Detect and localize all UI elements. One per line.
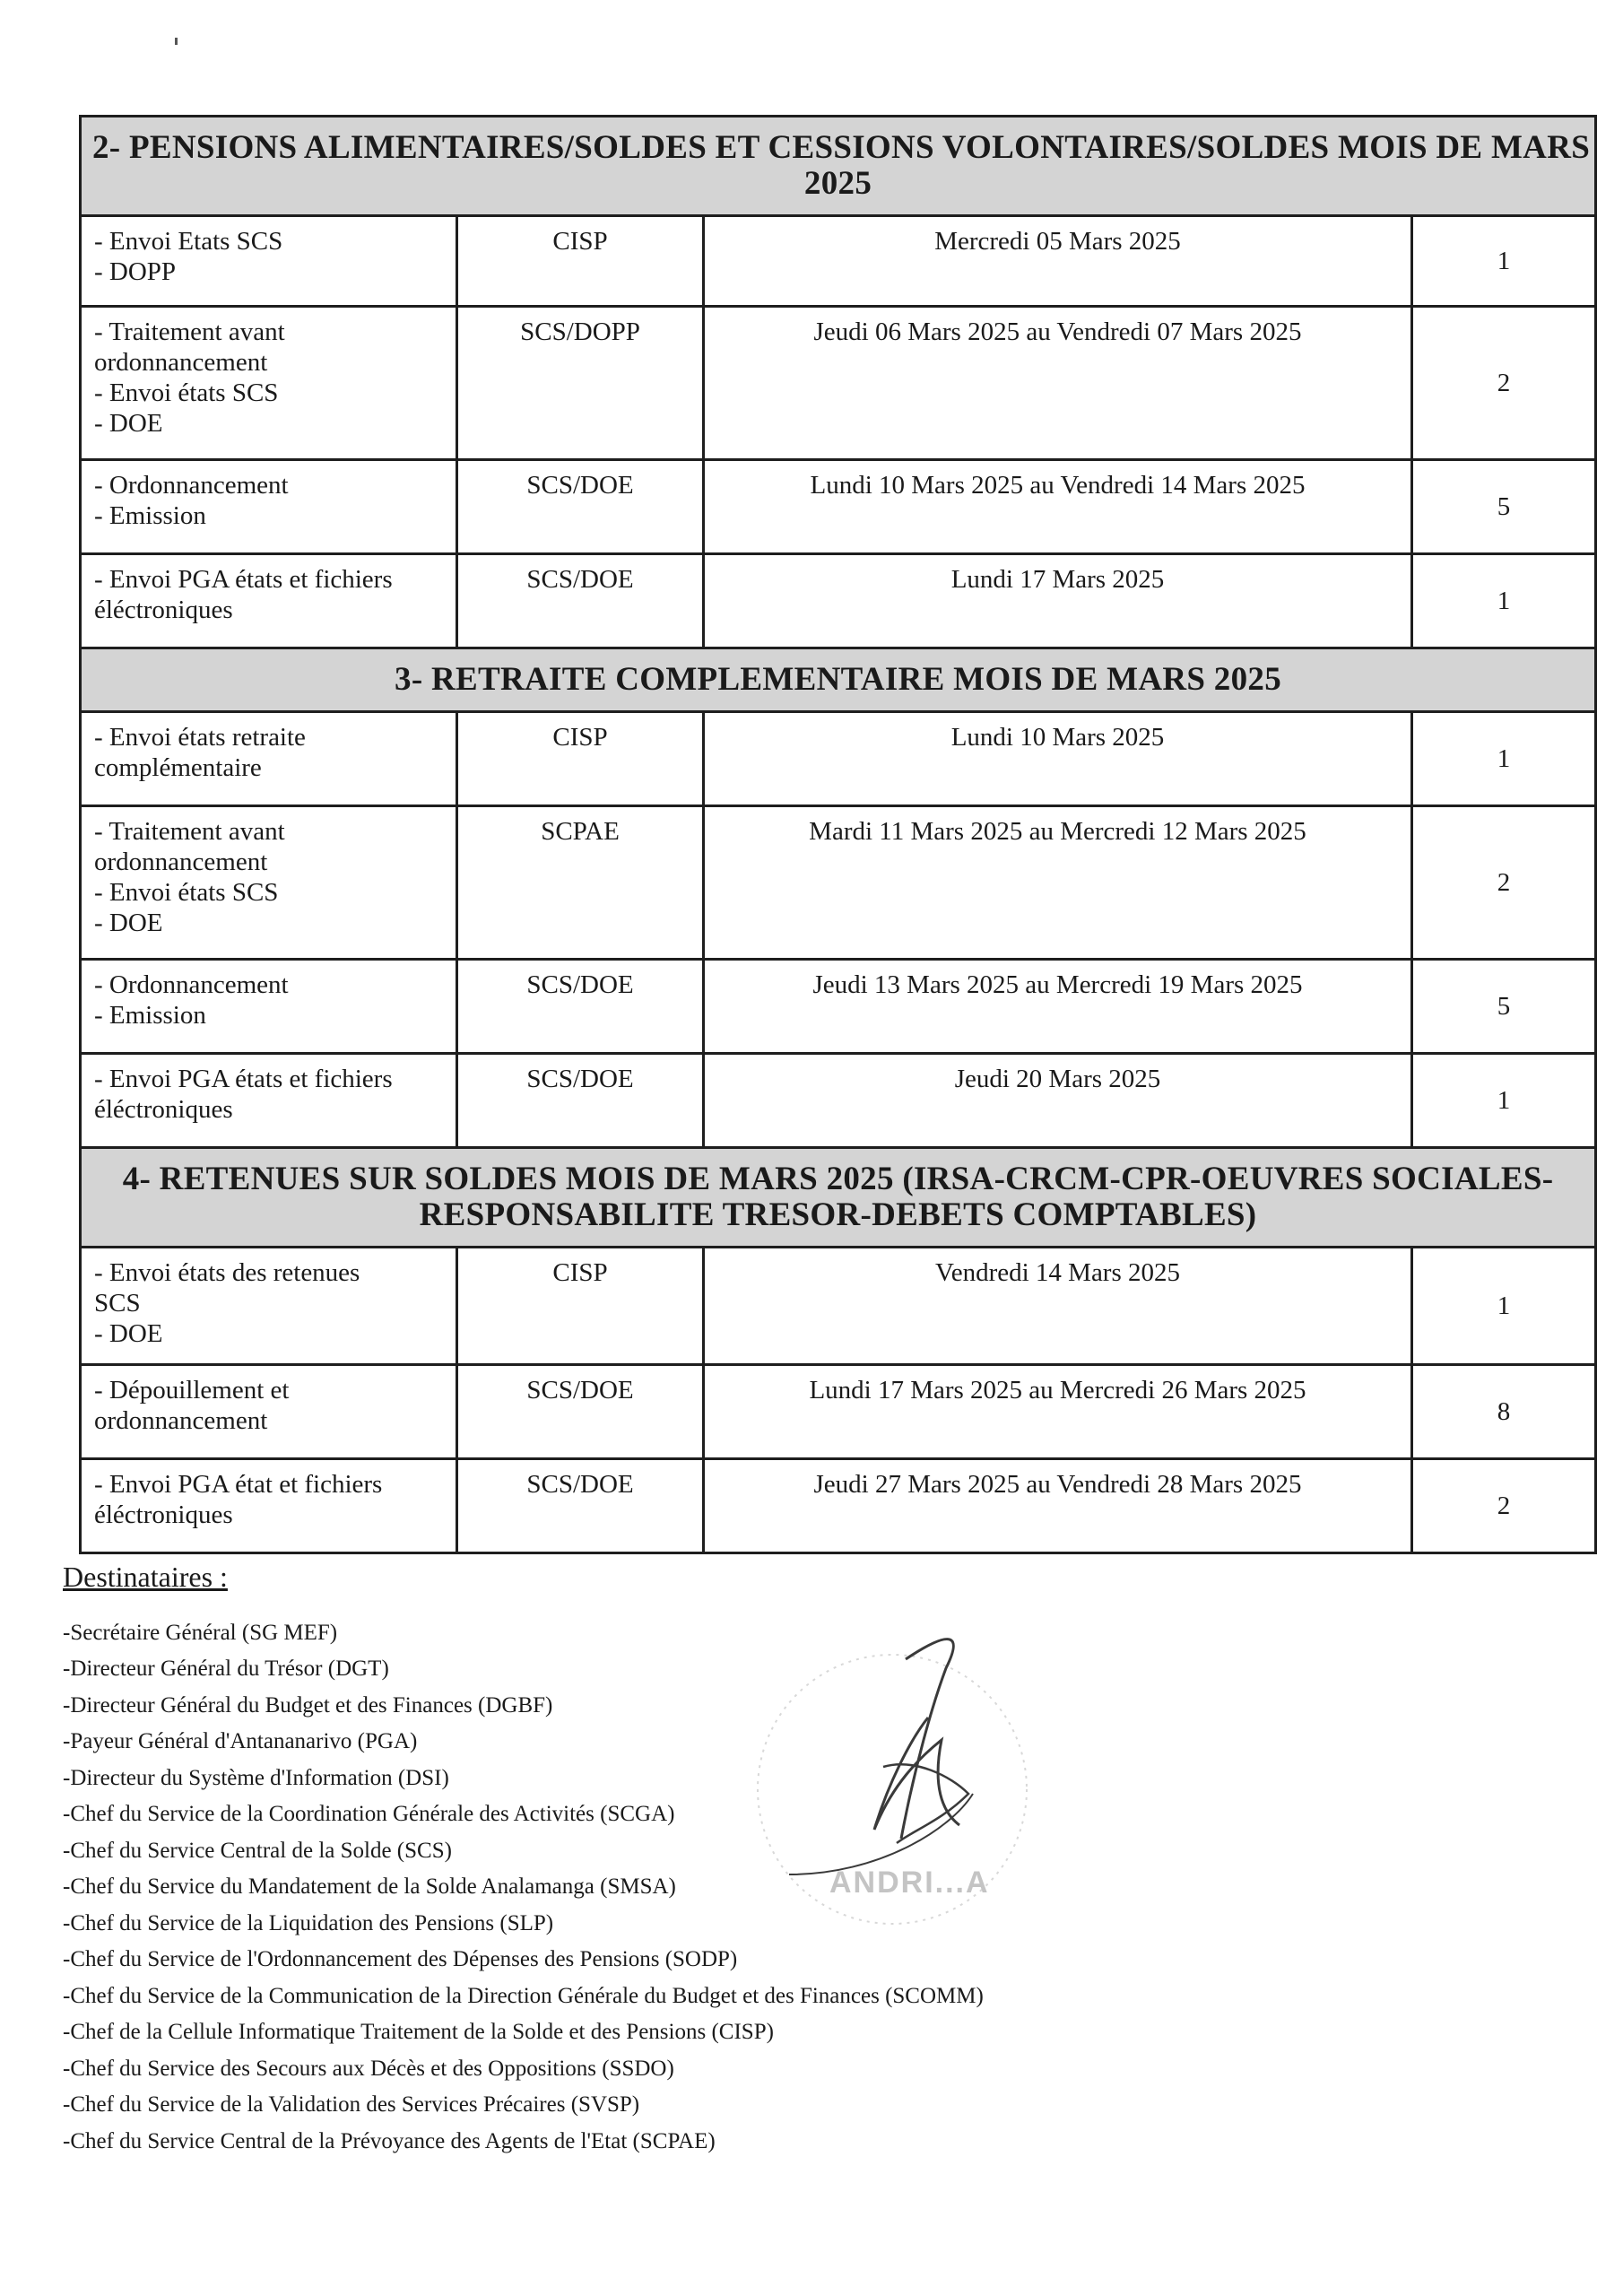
days-cell: 5 — [1412, 960, 1596, 1054]
service-cell: CISP — [457, 712, 704, 806]
table-row — [81, 554, 1596, 648]
table-row — [81, 806, 1596, 960]
list-item: -Chef du Service Central de la Solde (SCS) — [63, 1838, 452, 1863]
table-row — [81, 960, 1596, 1054]
list-item: -Chef du Service de la Communication de la Direction Générale du Budget et des Finances (SCOMM) — [63, 1983, 984, 2008]
task-line: ordonnancement — [94, 848, 268, 876]
task-line: - Envoi états SCS — [94, 378, 279, 407]
list-item: -Directeur Général du Budget et des Finances (DGBF) — [63, 1692, 553, 1718]
task-cell — [81, 1459, 457, 1553]
list-item: -Secrétaire Général (SG MEF) — [63, 1620, 338, 1645]
task-cell — [81, 712, 457, 806]
period-cell: Mardi 11 Mars 2025 au Mercredi 12 Mars 2025 — [704, 806, 1412, 960]
task-cell — [81, 216, 457, 307]
section-title-line2: 2025 — [803, 165, 872, 202]
task-line: - Envoi PGA états et fichiers — [94, 565, 393, 594]
task-line: - Traitement avant — [94, 817, 285, 846]
period-cell: Jeudi 06 Mars 2025 au Vendredi 07 Mars 2025 — [704, 307, 1412, 460]
table-row — [81, 307, 1596, 460]
period-cell: Jeudi 13 Mars 2025 au Mercredi 19 Mars 2025 — [704, 960, 1412, 1054]
task-line: complémentaire — [94, 753, 262, 782]
task-line: - Traitement avant — [94, 317, 285, 346]
task-line: ordonnancement — [94, 348, 268, 377]
task-cell — [81, 307, 457, 460]
task-cell — [81, 1248, 457, 1365]
list-item: -Chef du Service Central de la Prévoyance des Agents de l'Etat (SCPAE) — [63, 2128, 716, 2153]
signature-stroke — [883, 1764, 968, 1843]
table-row — [81, 1459, 1596, 1553]
days-cell: 8 — [1412, 1365, 1596, 1459]
task-cell — [81, 960, 457, 1054]
days-cell: 1 — [1412, 554, 1596, 648]
task-line: - DOE — [94, 1319, 163, 1348]
list-item: -Chef du Service de la Validation des Services Précaires (SVSP) — [63, 2092, 640, 2117]
list-item: -Payeur Général d'Antananarivo (PGA) — [63, 1729, 418, 1753]
days-cell: 1 — [1412, 1054, 1596, 1148]
table-row — [81, 216, 1596, 307]
section-header-retenues — [81, 1148, 1596, 1248]
task-cell — [81, 1365, 457, 1459]
task-line: - Envoi Etats SCS — [94, 227, 283, 256]
table-row — [81, 1365, 1596, 1459]
section-title-line2: RESPONSABILITE TRESOR-DEBETS COMPTABLES) — [419, 1196, 1257, 1233]
period-cell: Lundi 17 Mars 2025 au Mercredi 26 Mars 2025 — [704, 1365, 1412, 1459]
task-line: - DOPP — [94, 257, 177, 286]
task-line: - Emission — [94, 1001, 206, 1030]
service-cell: SCS/DOPP — [457, 307, 704, 460]
days-cell: 2 — [1412, 806, 1596, 960]
section-title-line1: 3- RETRAITE COMPLEMENTAIRE MOIS DE MARS 2025 — [395, 661, 1281, 698]
days-cell: 1 — [1412, 216, 1596, 307]
table-row — [81, 712, 1596, 806]
service-cell: SCPAE — [457, 806, 704, 960]
days-cell: 2 — [1412, 307, 1596, 460]
list-item: -Chef du Service du Mandatement de la Solde Analamanga (SMSA) — [63, 1874, 676, 1899]
period-cell: Vendredi 14 Mars 2025 — [704, 1248, 1412, 1365]
section-title-line1: 4- RETENUES SUR SOLDES MOIS DE MARS 2025 (IRSA-CRCM-CPR-OEUVRES SOCIALES- — [122, 1161, 1554, 1197]
task-cell — [81, 554, 457, 648]
list-item: -Chef de la Cellule Informatique Traitement de la Solde et des Pensions (CISP) — [63, 2020, 774, 2044]
service-cell: SCS/DOE — [457, 554, 704, 648]
period-cell: Mercredi 05 Mars 2025 — [704, 216, 1412, 307]
recipients-title: Destinataires : — [63, 1561, 228, 1593]
service-cell: SCS/DOE — [457, 1054, 704, 1148]
list-item: -Chef du Service de l'Ordonnancement des Dépenses des Pensions (SODP) — [63, 1947, 738, 1971]
scan-mark — [175, 38, 178, 45]
service-cell: SCS/DOE — [457, 1459, 704, 1553]
task-line: éléctroniques — [94, 1095, 233, 1124]
schedule-table — [79, 115, 1597, 1554]
list-item: -Chef du Service de la Coordination Générale des Activités (SCGA) — [63, 1802, 675, 1826]
task-line: - Envoi PGA état et fichiers — [94, 1470, 383, 1499]
table-row — [81, 1248, 1596, 1365]
task-line: ordonnancement — [94, 1406, 268, 1435]
task-line: - Ordonnancement — [94, 471, 289, 500]
task-line: - DOE — [94, 409, 163, 438]
days-cell: 1 — [1412, 712, 1596, 806]
task-line: - Emission — [94, 501, 206, 530]
table-row — [81, 1054, 1596, 1148]
service-cell: CISP — [457, 216, 704, 307]
period-cell: Lundi 10 Mars 2025 — [704, 712, 1412, 806]
period-cell: Jeudi 27 Mars 2025 au Vendredi 28 Mars 2025 — [704, 1459, 1412, 1553]
section-header-pensions — [81, 117, 1596, 216]
list-item: -Chef du Service de la Liquidation des Pensions (SLP) — [63, 1910, 554, 1935]
table-row — [81, 460, 1596, 554]
list-item: -Directeur Général du Trésor (DGT) — [63, 1657, 389, 1681]
service-cell: SCS/DOE — [457, 460, 704, 554]
task-line: - Envoi états des retenues — [94, 1258, 360, 1287]
task-line: SCS — [94, 1289, 141, 1318]
task-line: éléctroniques — [94, 596, 233, 624]
list-item: -Directeur du Système d'Information (DSI) — [63, 1765, 449, 1790]
task-line: - Envoi états SCS — [94, 878, 279, 907]
service-cell: SCS/DOE — [457, 1365, 704, 1459]
task-line: éléctroniques — [94, 1500, 233, 1529]
period-cell: Jeudi 20 Mars 2025 — [704, 1054, 1412, 1148]
section-header-retraite — [81, 648, 1596, 712]
days-cell: 1 — [1412, 1248, 1596, 1365]
days-cell: 2 — [1412, 1459, 1596, 1553]
task-cell — [81, 460, 457, 554]
task-line: - Envoi états retraite — [94, 723, 306, 752]
task-line: - DOE — [94, 909, 163, 937]
task-cell — [81, 806, 457, 960]
section-title-line1: 2- PENSIONS ALIMENTAIRES/SOLDES ET CESSIONS VOLONTAIRES/SOLDES MOIS DE MARS — [92, 129, 1591, 166]
stamp-name: ANDRI...A — [829, 1866, 990, 1900]
days-cell: 5 — [1412, 460, 1596, 554]
task-cell — [81, 1054, 457, 1148]
period-cell: Lundi 10 Mars 2025 au Vendredi 14 Mars 2025 — [704, 460, 1412, 554]
service-cell: CISP — [457, 1248, 704, 1365]
task-line: - Dépouillement et — [94, 1376, 290, 1405]
list-item: -Chef du Service des Secours aux Décès et des Oppositions (SSDO) — [63, 2056, 674, 2081]
task-line: - Envoi PGA états et fichiers — [94, 1065, 393, 1093]
service-cell: SCS/DOE — [457, 960, 704, 1054]
period-cell: Lundi 17 Mars 2025 — [704, 554, 1412, 648]
task-line: - Ordonnancement — [94, 970, 289, 999]
